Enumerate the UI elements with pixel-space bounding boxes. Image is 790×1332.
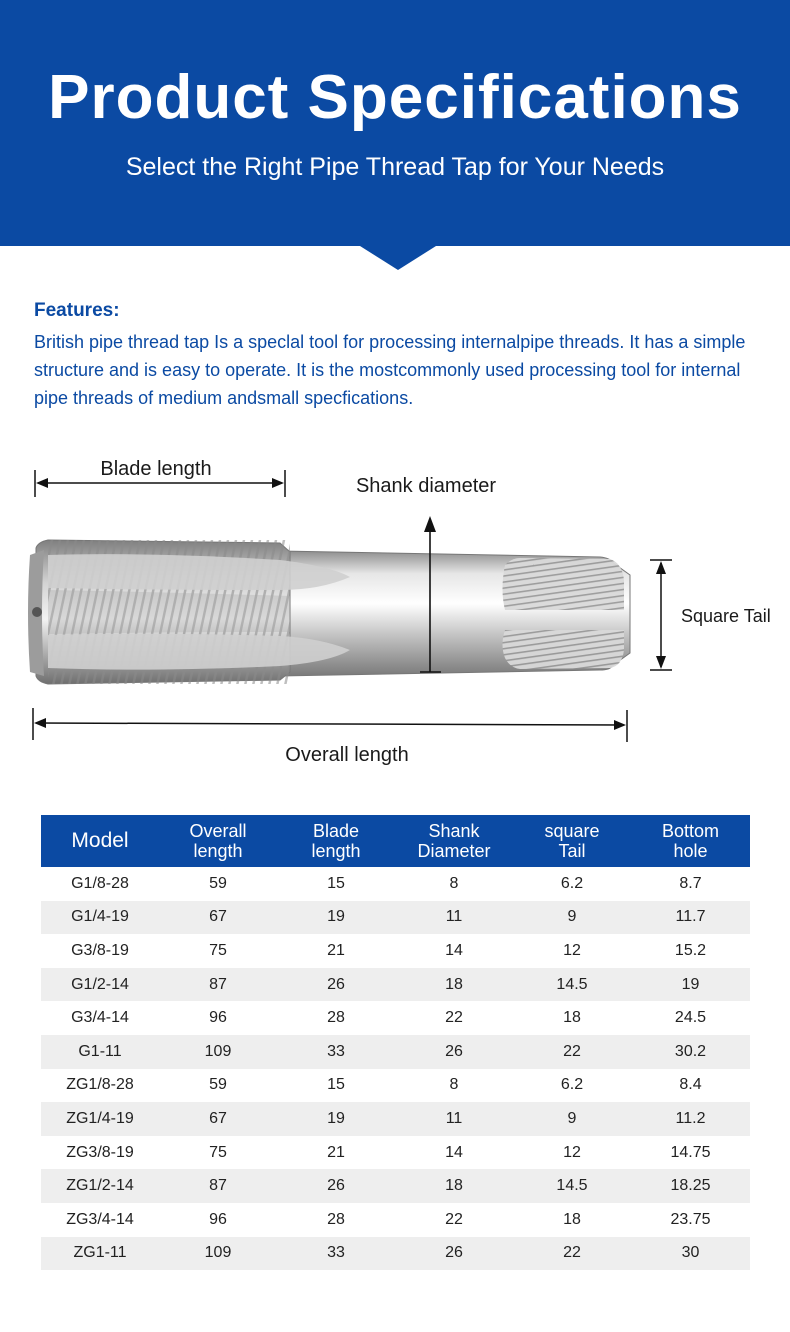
cell-blade-length: 26 [277,1169,395,1203]
cell-square-tail: 6.2 [513,1069,631,1103]
cell-square-tail: 14.5 [513,1169,631,1203]
cell-blade-length: 19 [277,901,395,935]
table-row [41,1001,750,1035]
cell-overall-length: 109 [159,1237,277,1271]
cell-bottom-hole: 18.25 [631,1169,750,1203]
blade-length-label: Blade length [100,458,212,480]
cell-shank-diameter: 18 [395,1169,513,1203]
cell-blade-length: 33 [277,1035,395,1069]
cell-shank-diameter: 11 [395,1102,513,1136]
cell-overall-length: 67 [159,901,277,935]
page-title: Product Specifications [48,63,742,132]
cell-bottom-hole: 30 [631,1237,750,1271]
cell-shank-diameter: 26 [395,1035,513,1069]
cell-model: ZG1-11 [41,1237,159,1271]
table-row [41,1102,750,1136]
cell-square-tail: 6.2 [513,867,631,901]
cell-shank-diameter: 11 [395,901,513,935]
table-header-row [41,815,750,867]
cell-bottom-hole: 11.2 [631,1102,750,1136]
cell-square-tail: 9 [513,901,631,935]
cell-model: G1-11 [41,1035,159,1069]
spec-table [41,815,750,1270]
cell-shank-diameter: 8 [395,867,513,901]
blade-length-dimension [35,458,285,497]
cell-shank-diameter: 8 [395,1069,513,1103]
table-row [41,1169,750,1203]
cell-overall-length: 75 [159,1136,277,1170]
cell-model: ZG1/4-19 [41,1102,159,1136]
tap-tool-image [28,540,630,684]
cell-square-tail: 22 [513,1237,631,1271]
cell-model: ZG3/8-19 [41,1136,159,1170]
cell-square-tail: 18 [513,1203,631,1237]
table-row [41,968,750,1002]
cell-bottom-hole: 8.4 [631,1069,750,1103]
cell-square-tail: 12 [513,934,631,968]
cell-shank-diameter: 22 [395,1001,513,1035]
shank-diameter-label: Shank diameter [355,475,497,497]
table-row [41,1237,750,1271]
cell-bottom-hole: 8.7 [631,867,750,901]
overall-length-label: Overall length [285,744,409,766]
cell-bottom-hole: 24.5 [631,1001,750,1035]
cell-shank-diameter: 14 [395,1136,513,1170]
header-banner [0,0,790,246]
cell-blade-length: 15 [277,867,395,901]
table-row [41,1069,750,1103]
cell-model: G3/8-19 [41,934,159,968]
table-row [41,901,750,935]
header-blade-length: Blade length [277,815,395,867]
header-shank-diameter: Shank Diameter [395,815,513,867]
header-square-tail: square Tail [513,815,631,867]
cell-blade-length: 15 [277,1069,395,1103]
header-bottom-hole: Bottom hole [631,815,750,867]
cell-model: G1/2-14 [41,968,159,1002]
cell-square-tail: 18 [513,1001,631,1035]
cell-overall-length: 96 [159,1203,277,1237]
cell-shank-diameter: 14 [395,934,513,968]
table-row [41,1203,750,1237]
table-row [41,934,750,968]
cell-overall-length: 96 [159,1001,277,1035]
cell-model: G1/8-28 [41,867,159,901]
cell-bottom-hole: 11.7 [631,901,750,935]
cell-overall-length: 67 [159,1102,277,1136]
cell-square-tail: 14.5 [513,968,631,1002]
page-subtitle: Select the Right Pipe Thread Tap for Your Needs [125,153,665,181]
cell-model: ZG3/4-14 [41,1203,159,1237]
cell-blade-length: 19 [277,1102,395,1136]
cell-square-tail: 12 [513,1136,631,1170]
header-overall-length: Overall length [159,815,277,867]
cell-blade-length: 21 [277,1136,395,1170]
table-row [41,867,750,901]
cell-shank-diameter: 22 [395,1203,513,1237]
cell-blade-length: 33 [277,1237,395,1271]
cell-bottom-hole: 23.75 [631,1203,750,1237]
table-row [41,1035,750,1069]
cell-overall-length: 59 [159,1069,277,1103]
cell-bottom-hole: 30.2 [631,1035,750,1069]
cell-shank-diameter: 26 [395,1237,513,1271]
tap-diagram [0,440,790,780]
cell-overall-length: 59 [159,867,277,901]
cell-overall-length: 87 [159,1169,277,1203]
cell-blade-length: 21 [277,934,395,968]
table-row [41,1136,750,1170]
overall-length-dimension [33,708,627,766]
cell-blade-length: 28 [277,1001,395,1035]
header-notch [360,246,436,270]
cell-shank-diameter: 18 [395,968,513,1002]
cell-blade-length: 26 [277,968,395,1002]
square-tail-dimension [650,560,771,670]
cell-bottom-hole: 14.75 [631,1136,750,1170]
cell-bottom-hole: 15.2 [631,934,750,968]
square-tail-label: Square Tail [681,606,771,626]
cell-model: G3/4-14 [41,1001,159,1035]
cell-overall-length: 75 [159,934,277,968]
cell-bottom-hole: 19 [631,968,750,1002]
cell-model: G1/4-19 [41,901,159,935]
features-text: British pipe thread tap Is a speclal tool for processing internalpipe threads. It has a simple structure and is easy to operate. It is the mostcommonly used processing tool for internal pipe threads of medium andsmall specfications. [34,332,746,408]
cell-square-tail: 22 [513,1035,631,1069]
cell-blade-length: 28 [277,1203,395,1237]
cell-model: ZG1/8-28 [41,1069,159,1103]
cell-overall-length: 87 [159,968,277,1002]
cell-overall-length: 109 [159,1035,277,1069]
cell-square-tail: 9 [513,1102,631,1136]
header-model: Model [41,815,159,867]
cell-model: ZG1/2-14 [41,1169,159,1203]
features-heading: Features: [34,300,120,321]
